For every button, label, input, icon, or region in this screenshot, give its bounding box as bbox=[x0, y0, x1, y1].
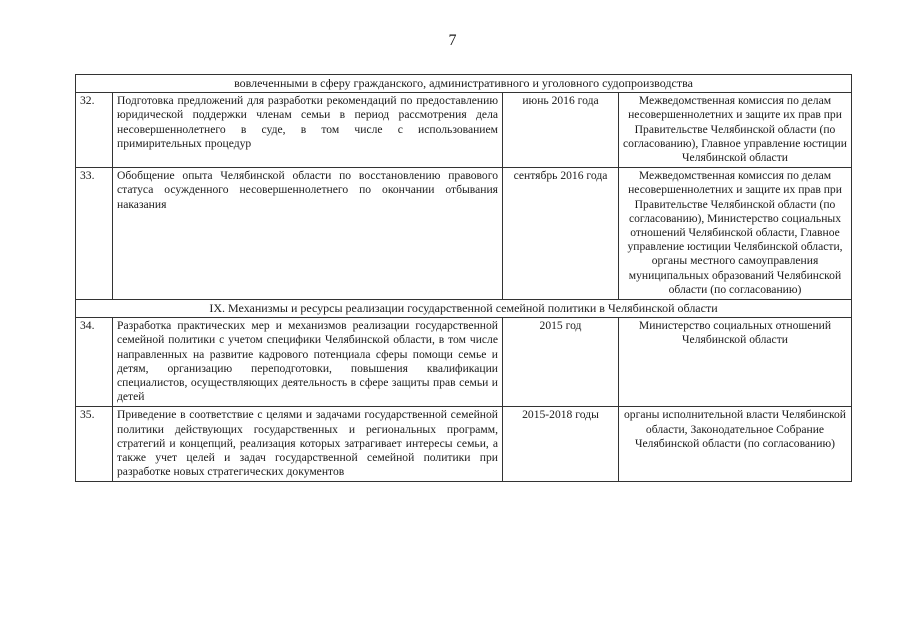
section-ix-title: IX. Механизмы и ресурсы реализации государственной семейной политики в Челябинской области bbox=[76, 300, 852, 318]
measure-description: Подготовка предложений для разработки рекомендаций по предоставлению юридической поддержки членам семьи в период рассмотрения дела несовершеннолетнего в суде, в том числе с использованием примирительных процедур bbox=[113, 93, 503, 168]
table-row bbox=[76, 318, 852, 407]
table-row bbox=[76, 407, 852, 482]
responsible-executors: Межведомственная комиссия по делам несовершеннолетних и защите их прав при Правительстве Челябинской области (по согласованию), Министерство социальных отношений Челябинской области, Главное управление юстиции Челябинской области, органы местного самоуправления муниципальных образований Челябинской области (по согласованию) bbox=[619, 168, 852, 300]
measure-description: Обобщение опыта Челябинской области по восстановлению правового статуса осужденного несовершеннолетнего по окончании отбывания наказания bbox=[113, 168, 503, 300]
deadline: 2015-2018 годы bbox=[503, 407, 619, 482]
deadline: сентябрь 2016 года bbox=[503, 168, 619, 300]
continuation-header-row bbox=[76, 75, 852, 93]
row-number: 32. bbox=[76, 93, 113, 168]
row-number: 34. bbox=[76, 318, 113, 407]
table-row bbox=[76, 168, 852, 300]
responsible-executors: Министерство социальных отношений Челябинской области bbox=[619, 318, 852, 407]
continuation-header: вовлеченными в сферу гражданского, административного и уголовного судопроизводства bbox=[76, 75, 852, 93]
page-number: 7 bbox=[448, 32, 457, 49]
section-header-row bbox=[76, 300, 852, 318]
measure-description: Приведение в соответствие с целями и задачами государственной семейной политики действующих государственных и региональных программ, стратегий и концепций, реализация которых затрагивает интересы семьи, а также учет целей и задач государственной семейной политики при разработке новых стратегических документов bbox=[113, 407, 503, 482]
deadline: 2015 год bbox=[503, 318, 619, 407]
table-row bbox=[76, 93, 852, 168]
row-number: 35. bbox=[76, 407, 113, 482]
measure-description: Разработка практических мер и механизмов реализации государственной семейной политики с учетом специфики Челябинской области, в том числе направленных на развитие кадрового потенциала сферы помощи семье и детям, организацию переподготовки, повышения квалификации специалистов, осуществляющих деятельность в сфере защиты прав семьи и детей bbox=[113, 318, 503, 407]
row-number: 33. bbox=[76, 168, 113, 300]
action-plan-table bbox=[75, 74, 852, 482]
responsible-executors: Межведомственная комиссия по делам несовершеннолетних и защите их прав при Правительстве Челябинской области (по согласованию), Главное управление юстиции Челябинской области bbox=[619, 93, 852, 168]
deadline: июнь 2016 года bbox=[503, 93, 619, 168]
responsible-executors: органы исполнительной власти Челябинской области, Законодательное Собрание Челябинской области (по согласованию) bbox=[619, 407, 852, 482]
